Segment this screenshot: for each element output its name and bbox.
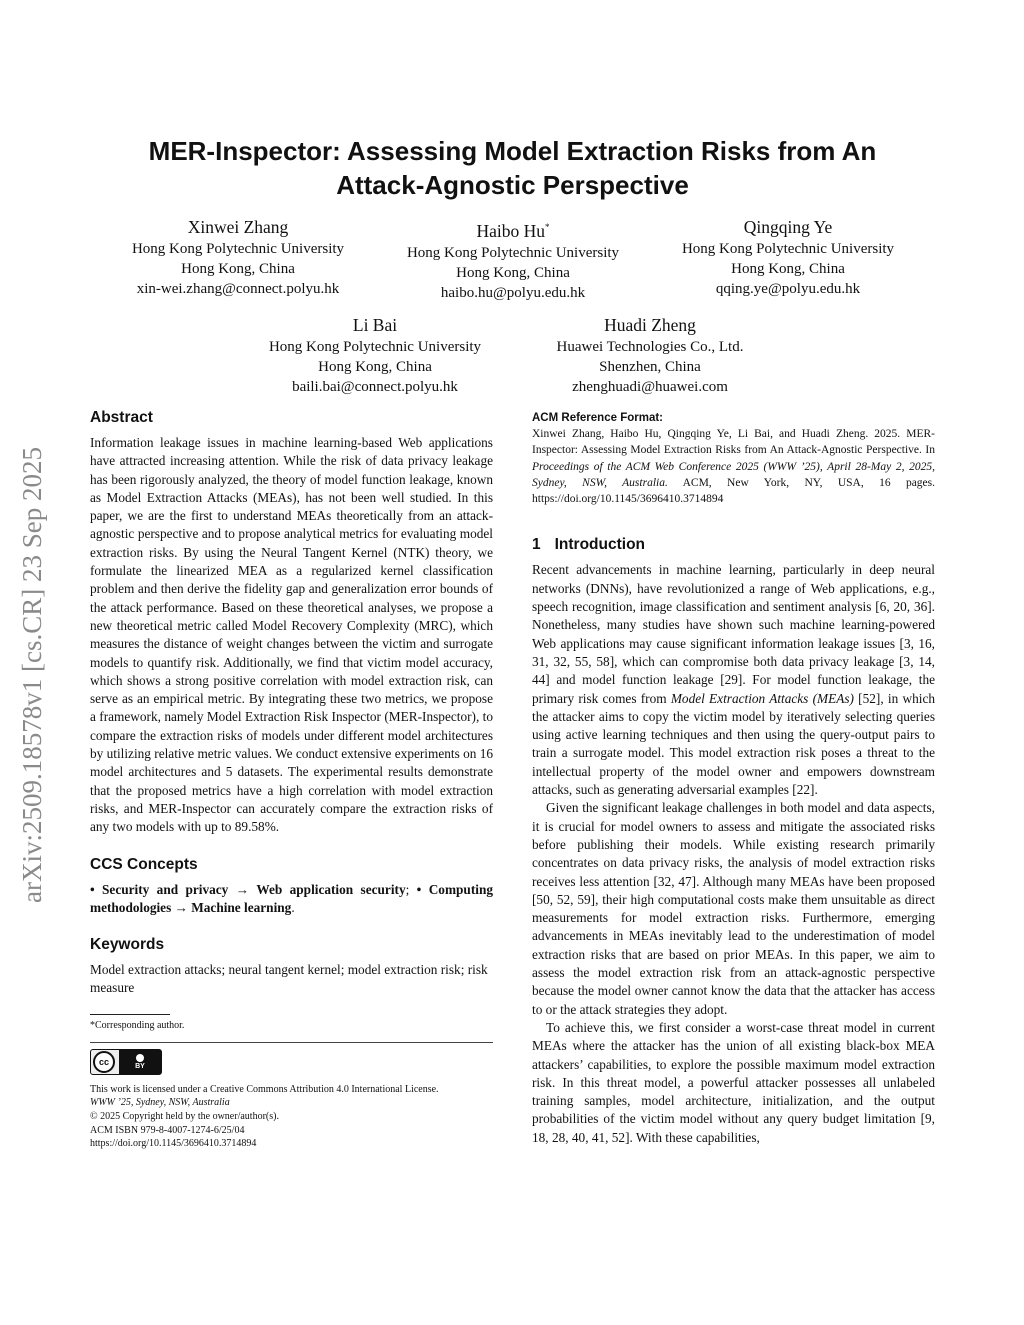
by-icon	[119, 1050, 161, 1074]
introduction-heading	[532, 535, 935, 555]
ccs-concepts	[90, 881, 493, 918]
doi-line: https://doi.org/10.1145/3696410.3714894	[90, 1138, 257, 1150]
section-number: 1	[532, 536, 541, 554]
left-column	[90, 408, 493, 1151]
abstract-text: Information leakage issues in machine learning-based Web applications have attracted increasing attention. While the risk of data privacy leakage has been rigorously analyzed, the theory of model function leakage, known as Model Extraction Attacks (MEAs), has not been well studied. In this paper, we are the first to understand MEAs theoretically from an attack-agnostic perspective and to propose analytical metrics for evaluating model extraction risks. By using the Neural Tangent Kernel (NTK) theory, we formulate the linearized MEA as a regularized kernel classification problem and then derive the fidelity gap and generalization error bounds of the attack performance. Based on these theoretical analyses, we propose a new theoretical metric called Model Recovery Complexity (MRC), which measures the distance of weight changes between the victim and surrogate models to quantify risk. Additionally, we find that victim model accuracy, which shows a strong positive correlation with model extraction risk, can serve as an empirical metric. By integrating these two metrics, we propose a framework, namely Model Extraction Risk Inspector (MER-Inspector), to compare the extraction risks of models under different model architectures by utilizing relative metric values. We conduct extensive experiments on 16 model architectures and 5 datasets. The experimental results demonstrate that the proposed metrics have a high correlation with model extraction risks, and MER-Inspector can accurately compare the extraction risks of any two models with up to 89.58%.	[90, 435, 494, 835]
intro-text: [52], in which the attacker aims to copy the victim model by iteratively selecting queries using active learning techniques and then using the query-output pairs to train a surrogate model. This model extraction risk poses a threat to the intellectual property of the model owner and empowers downstream attacks, such as generating adversarial examples [22].	[532, 690, 935, 798]
license-line: This work is licensed under a Creative Commons Attribution 4.0 International License.	[90, 1083, 439, 1095]
person-icon	[136, 1054, 144, 1062]
author-location: Hong Kong, China	[318, 359, 432, 375]
ccs-end: .	[291, 899, 295, 915]
author-affiliation: Hong Kong Polytechnic University	[406, 244, 620, 261]
author-location: Hong Kong, China	[731, 261, 845, 277]
corresponding-footnote: *Corresponding author.	[90, 1019, 185, 1031]
author-block	[368, 216, 658, 303]
cc-icon: cc	[93, 1051, 115, 1073]
ccs-heading: CCS Concepts	[90, 855, 198, 873]
author-block	[643, 216, 933, 299]
title-line-1: MER-Inspector: Assessing Model Extraction Risks from An	[148, 136, 877, 166]
author-block	[93, 216, 383, 299]
ccs-bullet-1: • Security and privacy	[90, 881, 229, 897]
author-name-line	[368, 216, 658, 243]
acm-reference-heading: ACM Reference Format:	[532, 412, 663, 424]
arxiv-identifier: arXiv:2509.18578v1 [cs.CR] 23 Sep 2025	[17, 447, 47, 903]
author-block	[505, 314, 795, 397]
author-name: Qingqing Ye	[743, 217, 833, 237]
intro-emphasis: Model Extraction Attacks (MEAs)	[670, 690, 854, 706]
intro-text: Recent advancements in machine learning, particularly in deep neural networks (DNNs), have revolutionized a range of Web applications, e.g., speech recognition, image classification and sentiment analysis [6, 20, 36]. Nonetheless, many studies have shown such machine learning-powered Web applications may cause significant information leakage issues [3, 16, 31, 32, 55, 58], which can compromise both data privacy leakage [3, 14, 44] and model function leakage [29]. For model function leakage, the primary risk comes from	[532, 562, 935, 706]
section-title: Introduction	[554, 536, 646, 554]
author-name: Li Bai	[352, 315, 398, 335]
acm-reference-part: Xinwei Zhang, Haibo Hu, Qingqing Ye, Li Bai, and Huadi Zheng. 2025. MER-Inspector: Assessing Model Extraction Risks from An Attack-Agnostic Perspective. In	[532, 428, 935, 457]
author-affiliation: Hong Kong Polytechnic University	[681, 241, 895, 257]
acm-reference-part: ACM, New York, NY, USA, 16 pages. https://doi.org/10.1145/3696410.3714894	[532, 476, 936, 506]
ccs-arrow: →	[171, 899, 192, 915]
author-name: Huadi Zheng	[604, 315, 696, 335]
right-column	[532, 408, 935, 1147]
acm-reference-text	[532, 426, 935, 507]
keywords-text: Model extraction attacks; neural tangent kernel; model extraction risk; risk measure	[90, 962, 488, 996]
ccs-arrow: →	[228, 881, 257, 897]
keywords-heading: Keywords	[90, 936, 165, 954]
corresponding-mark: *	[545, 222, 550, 232]
author-email: xin-wei.zhang@connect.polyu.hk	[136, 281, 340, 297]
ccs-term-2: Machine learning	[191, 899, 292, 915]
abstract-heading: Abstract	[90, 409, 153, 426]
intro-paragraph	[532, 561, 935, 799]
author-affiliation: Huawei Technologies Co., Ltd.	[556, 339, 744, 355]
author-location: Hong Kong, China	[456, 264, 570, 281]
author-email: baili.bai@connect.polyu.hk	[292, 379, 458, 395]
author-block	[230, 314, 520, 397]
author-location: Shenzhen, China	[599, 359, 701, 375]
acm-reference-venue: Proceedings of the ACM Web Conference 2025 (WWW ’25), April 28-May 2, 2025, Sydney, NSW, Australia.	[532, 460, 935, 489]
author-location: Hong Kong, China	[181, 261, 295, 277]
intro-paragraph: To achieve this, we first consider a worst-case threat model in current MEAs where the attacker has the union of all existing black-box MEA attackers’ capabilities, to explore the possible maximum model extraction risk. In this threat model, a powerful attacker possesses all unlabeled training samples, model architecture, initialization, and the output probabilities of the victim model without any query budget limitation [9, 18, 28, 40, 41, 52]. With these capabilities,	[532, 1019, 935, 1145]
ccs-term-1: Web application security	[256, 881, 406, 897]
isbn-line: ACM ISBN 979-8-4007-1274-6/25/04	[90, 1124, 245, 1136]
venue-line: WWW ’25, Sydney, NSW, Australia	[90, 1097, 230, 1109]
license-text	[90, 1083, 493, 1151]
author-email: haibo.hu@polyu.edu.hk	[440, 284, 586, 301]
author-email: qqing.ye@polyu.edu.hk	[715, 281, 861, 297]
copyright-line: © 2025 Copyright held by the owner/author(s).	[90, 1110, 279, 1122]
author-name: Xinwei Zhang	[187, 217, 289, 237]
author-name: Haibo Hu	[476, 220, 546, 241]
license-rule	[90, 1042, 493, 1043]
author-email: zhenghuadi@huawei.com	[572, 379, 728, 395]
paper-title	[90, 134, 935, 202]
intro-paragraph: Given the significant leakage challenges in both model and data aspects, it is crucial for model owners to assess and mitigate the associated risks before publishing their models. While existing research primarily concentrates on data privacy risks, the analysis of model extraction risks receives less attention [32, 47]. Although many MEAs have been proposed [50, 52, 59], their high computational costs make them unsuitable as direct measurements for model extraction risks. Furthermore, emerging advancements in MEAs inevitably lead to the underestimation of model extraction risks that are based on prior MEAs. In this paper, we aim to assess the model extraction risk from an attack-agnostic perspective because the model owner cannot know the data that the attacker has access to or the attack strategies they adopt.	[532, 800, 935, 1017]
title-line-2: Attack-Agnostic Perspective	[336, 170, 689, 200]
ccs-separator: ;	[405, 881, 417, 897]
author-affiliation: Hong Kong Polytechnic University	[131, 241, 345, 257]
by-label: BY	[135, 1062, 145, 1070]
ccs-bullet-2: • Computing methodologies	[90, 881, 493, 915]
author-affiliation: Hong Kong Polytechnic University	[268, 339, 482, 355]
cc-by-license-icon	[90, 1049, 162, 1075]
footnote-rule	[90, 1014, 170, 1015]
